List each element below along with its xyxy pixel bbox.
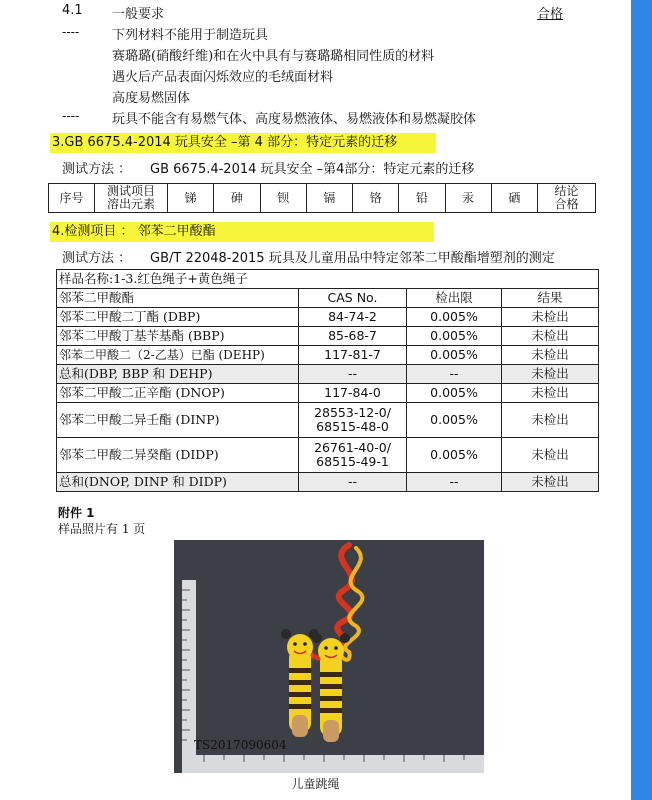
cas-number: 117-81-7 [299, 346, 407, 365]
conclusion-line1: 结论 [554, 184, 579, 198]
element-cell: 钡 [260, 184, 306, 213]
element-cell: 砷 [214, 184, 260, 213]
limit-header: 检出限 [407, 289, 502, 308]
table-row [57, 327, 599, 346]
phthalate-name: 邻苯二甲酸二（2-乙基）已酯 (DEHP) [57, 346, 299, 365]
table-row [57, 438, 599, 473]
appendix-pages: 样品照片有 1 页 [58, 522, 146, 536]
clause-result: 合格 [537, 7, 564, 22]
table-row [57, 308, 599, 327]
horizontal-ruler [182, 755, 484, 773]
clause-number: 4.1 [62, 3, 83, 18]
requirement-line: 遇火后产品表面闪烁效应的毛绒面材料 [112, 70, 334, 85]
cas-number: -- [299, 473, 407, 492]
phthalate-name: 邻苯二甲酸二正辛酯 (DNOP) [57, 384, 299, 403]
element-cell: 硒 [491, 184, 537, 213]
element-migration-table [48, 183, 596, 213]
cas-number: 117-84-0 [299, 384, 407, 403]
element-cell: 铅 [399, 184, 445, 213]
test-result: 未检出 [502, 403, 599, 438]
element-cell: 锑 [168, 184, 214, 213]
cas-line2: 68515-48-0 [316, 419, 389, 434]
sample-name: 样品名称:1-3.红色绳子+黄色绳子 [57, 270, 599, 289]
section-3-heading: 3.GB 6675.4-2014 玩具安全 –第 4 部分：特定元素的迁移 [50, 133, 436, 153]
phthalate-name: 邻苯二甲酸二丁酯 (DBP) [57, 308, 299, 327]
element-cell: 镉 [306, 184, 352, 213]
detection-limit: -- [407, 365, 502, 384]
element-cell: 汞 [445, 184, 491, 213]
detection-limit: -- [407, 473, 502, 492]
detection-limit: 0.005% [407, 384, 502, 403]
detection-limit: 0.005% [407, 438, 502, 473]
table-row [57, 365, 599, 384]
conclusion-line2: 合格 [554, 197, 579, 211]
right-border [631, 0, 652, 800]
phthalate-name: 邻苯二甲酸二异壬酯 (DINP) [57, 403, 299, 438]
phthalate-name: 总和(DNOP, DINP 和 DIDP) [57, 473, 299, 492]
table-row [57, 473, 599, 492]
cas-line1: 28553-12-0/ [314, 405, 391, 420]
cas-number [299, 403, 407, 438]
test-result: 未检出 [502, 384, 599, 403]
clause-title: 一般要求 [112, 7, 165, 22]
cas-line2: 68515-49-1 [316, 454, 389, 469]
cas-number [299, 438, 407, 473]
phthalate-name: 邻苯二甲酸丁基苄基酯 (BBP) [57, 327, 299, 346]
section-4-heading: 4.检测项目 ： 邻苯二甲酸酯 [50, 222, 434, 242]
test-result: 未检出 [502, 346, 599, 365]
section-3-method: GB 6675.4-2014 玩具安全 –第4部分：特定元素的迁移 [150, 162, 475, 177]
test-item-line1: 测试项目 [106, 184, 155, 198]
cas-line1: 26761-40-0/ [314, 440, 391, 455]
phthalate-header: 邻苯二甲酸酯 [57, 289, 299, 308]
cas-header: CAS No. [299, 289, 407, 308]
test-item-line2: 溶出元素 [106, 197, 155, 211]
cas-number: -- [299, 365, 407, 384]
list-dash: ---- [62, 109, 80, 123]
appendix-title: 附件 1 [58, 506, 95, 520]
section-4-method-label: 测试方法 ： [62, 251, 132, 266]
phthalate-name: 总和(DBP, BBP 和 DEHP) [57, 365, 299, 384]
test-result: 未检出 [502, 365, 599, 384]
result-header: 结果 [502, 289, 599, 308]
photo-sample-id: TS2017090604 [194, 738, 287, 752]
requirement-line: 下列材料不能用于制造玩具 [112, 28, 269, 43]
table-row [57, 403, 599, 438]
seq-header: 序号 [49, 184, 95, 213]
detection-limit: 0.005% [407, 346, 502, 365]
requirement-line: 赛璐璐(硝酸纤维)和在火中具有与赛璐璐相同性质的材料 [112, 49, 435, 64]
section-3-method-label: 测试方法 ： [62, 162, 132, 177]
test-result: 未检出 [502, 473, 599, 492]
detection-limit: 0.005% [407, 308, 502, 327]
detection-limit: 0.005% [407, 327, 502, 346]
element-cell: 铬 [353, 184, 399, 213]
phthalate-name: 邻苯二甲酸二异癸酯 (DIDP) [57, 438, 299, 473]
table-row [57, 384, 599, 403]
phthalate-table [56, 269, 599, 492]
cas-number: 84-74-2 [299, 308, 407, 327]
conclusion-cell [538, 184, 596, 213]
table-row [57, 346, 599, 365]
test-result: 未检出 [502, 308, 599, 327]
list-dash: ---- [62, 25, 80, 39]
requirement-line: 玩具不能含有易燃气体、高度易燃液体、易燃液体和易燃凝胶体 [112, 112, 477, 127]
test-result: 未检出 [502, 438, 599, 473]
requirement-line: 高度易燃固体 [112, 91, 191, 106]
photo-caption: 儿童跳绳 [291, 777, 340, 791]
test-item-header [95, 184, 168, 213]
sample-photo [174, 540, 484, 773]
detection-limit: 0.005% [407, 403, 502, 438]
test-result: 未检出 [502, 327, 599, 346]
section-4-method: GB/T 22048-2015 玩具及儿童用品中特定邻苯二甲酸酯增塑剂的测定 [150, 251, 555, 266]
cas-number: 85-68-7 [299, 327, 407, 346]
